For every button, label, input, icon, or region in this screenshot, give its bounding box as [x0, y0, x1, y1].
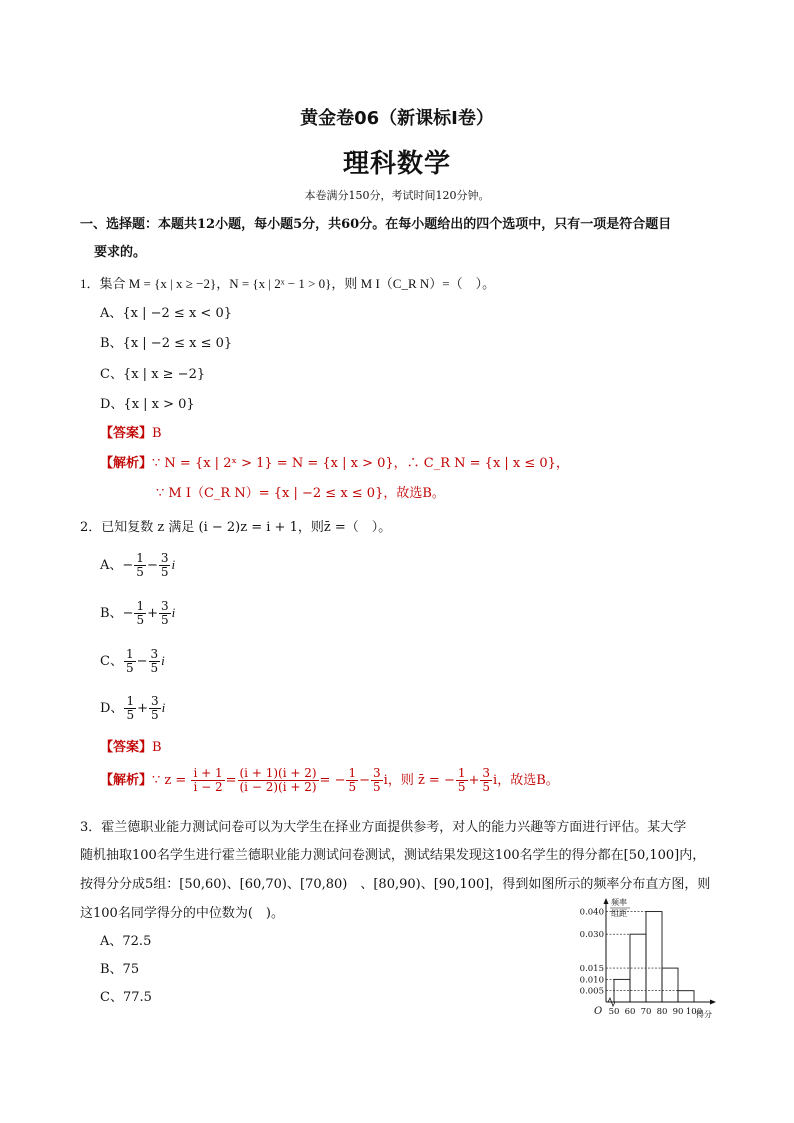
- origin-label: O: [594, 1006, 603, 1017]
- x-tick-label: 60: [624, 1007, 636, 1017]
- q2-stem: [80, 519, 391, 537]
- q3-option-c: C、77.5: [100, 990, 152, 1005]
- fraction: [134, 552, 146, 579]
- answer-tag: 【答案】: [100, 740, 153, 755]
- q2-option-d: [100, 695, 165, 722]
- imag-unit: i: [171, 557, 176, 572]
- x-axis-arrow: [710, 1000, 716, 1005]
- paper-title: 黄金卷06（新课标Ⅰ卷）: [300, 108, 494, 129]
- frac-num: 3: [161, 599, 169, 613]
- q1-option-a: A、{x | −2 ≤ x < 0}: [100, 306, 232, 321]
- analysis-sign: +: [468, 773, 480, 788]
- q3-stem-line1: 3．霍兰德职业能力测试问卷可以为大学生在择业方面提供参考，对人的能力兴趣等方面进行评估。某大学: [80, 820, 687, 835]
- fraction: [149, 695, 161, 722]
- q1-stem: 1．集合 M = {x | x ≥ −2}，N = {x | 2ˣ − 1 > 0}，则 M I（C_R N）=（ ）。: [80, 276, 496, 291]
- x-axis-title: 得分: [696, 1010, 712, 1019]
- frac-num: 3: [150, 694, 159, 708]
- q1-analysis: [100, 455, 569, 473]
- q1-option-b: B、{x | −2 ≤ x ≤ 0}: [100, 336, 233, 351]
- frac-den: 5: [373, 780, 381, 794]
- x-tick-label: 100: [685, 1007, 703, 1017]
- option-label: C、: [100, 654, 123, 669]
- imag-unit: i: [161, 653, 165, 668]
- frac-den: 5: [136, 613, 145, 627]
- analysis-eq: =: [225, 773, 237, 788]
- x-tick-label: 50: [608, 1007, 620, 1017]
- option-label: A、: [100, 558, 123, 573]
- q1-analysis-cont: ∵ M I（C_R N）= {x | −2 ≤ x ≤ 0}，故选B。: [156, 486, 445, 501]
- option-label: D、: [100, 701, 124, 716]
- option-sign: −: [122, 558, 134, 573]
- analysis-tag: 【解析】: [100, 456, 153, 471]
- x-tick-label: 80: [656, 1007, 668, 1017]
- y-tick-label: 0.005: [579, 986, 604, 997]
- analysis-sign: −: [359, 773, 371, 788]
- histogram-bar: [662, 968, 678, 1002]
- frac-den: 5: [150, 708, 159, 722]
- x-tick-label: 90: [672, 1007, 684, 1017]
- fraction: [346, 767, 358, 794]
- fraction: [371, 767, 383, 794]
- frac-num: 1: [457, 766, 466, 780]
- analysis-mid: i，则 z̄ = −: [383, 773, 455, 788]
- paper-note: 本卷满分150分，考试时间120分钟。: [304, 189, 490, 202]
- frac-den: 5: [150, 661, 159, 675]
- q2-stem-text: 2．已知复数 z 满足 (i − 2)z = i + 1，则: [80, 520, 324, 535]
- frac-den: 5: [161, 613, 169, 627]
- q1-option-c: C、{x | x ≥ −2}: [100, 367, 206, 382]
- q3-option-a: A、72.5: [100, 934, 152, 949]
- frac-den: 5: [482, 780, 491, 794]
- frac-num: (i + 1)(i + 2): [239, 766, 317, 780]
- q2-stem-target: z̄ =（ ）。: [323, 520, 392, 535]
- q3-option-b: B、75: [100, 962, 140, 977]
- fraction: [124, 648, 136, 675]
- analysis-end: i，故选B。: [493, 773, 559, 788]
- analysis-tag: 【解析】: [100, 773, 153, 788]
- section-heading: 一、选择题：本题共12小题，每小题5分，共60分。在每小题给出的四个选项中，只有一项是符合题目: [80, 217, 672, 232]
- frac-den: i − 2: [193, 780, 223, 794]
- q3-stem-line3: 按得分分成5组：[50,60)、[60,70)、[70,80) 、[80,90)、[90,100]，得到如图所示的频率分布直方图，则: [80, 877, 711, 892]
- answer-tag: 【答案】: [100, 426, 153, 441]
- y-tick-label: 0.040: [579, 907, 604, 918]
- q1-option-d: D、{x | x > 0}: [100, 397, 195, 412]
- fraction: [134, 600, 146, 627]
- frac-num: 1: [348, 766, 357, 780]
- q3-stem-line2: 随机抽取100名学生进行霍兰德职业能力测试问卷测试，测试结果发现这100名学生的得分都在[50,100]内，: [80, 848, 706, 863]
- option-sign: +: [137, 701, 148, 716]
- fraction: [480, 767, 492, 794]
- option-sign: −: [136, 654, 148, 669]
- q2-analysis: [100, 767, 559, 794]
- fraction: [238, 767, 319, 794]
- answer-value: B: [152, 740, 162, 755]
- frac-num: 3: [482, 766, 491, 780]
- y-tick-label: 0.030: [579, 930, 604, 941]
- frac-num: 1: [125, 647, 134, 661]
- imag-unit: i: [161, 700, 166, 715]
- frac-den: (i − 2)(i + 2): [239, 780, 317, 794]
- frac-num: 1: [126, 694, 135, 708]
- paper-subject: 理科数学: [342, 149, 451, 179]
- q1-answer: [100, 425, 162, 443]
- q2-answer: [100, 739, 162, 757]
- frac-den: 5: [126, 708, 135, 722]
- q3-stem-line4: 这100名同学得分的中位数为( )。: [80, 906, 284, 921]
- section-heading-cont: 要求的。: [94, 245, 147, 260]
- option-sign: −: [122, 606, 134, 621]
- q2-option-b: [100, 600, 175, 627]
- frac-den: 5: [457, 780, 466, 794]
- x-tick-label: 70: [640, 1007, 652, 1017]
- frac-den: 5: [136, 565, 144, 579]
- fraction: [159, 600, 171, 627]
- frac-num: 3: [150, 647, 159, 661]
- y-tick-label: 0.015: [579, 964, 604, 975]
- y-axis-arrow: [604, 898, 609, 904]
- q2-option-a: [100, 552, 175, 579]
- frac-num: 1: [136, 599, 145, 613]
- imag-unit: i: [171, 605, 176, 620]
- option-sign: −: [146, 558, 158, 573]
- frac-num: 1: [136, 551, 144, 565]
- frac-den: 5: [348, 780, 357, 794]
- frac-num: 3: [160, 551, 169, 565]
- histogram-bar: [646, 912, 662, 1002]
- option-label: B、: [100, 606, 123, 621]
- analysis-text: ∵ N = {x | 2ˣ > 1} = N = {x | x > 0}，∴ C_R N = {x | x ≤ 0}，: [152, 456, 569, 471]
- y-axis-title-bottom: 组距: [611, 909, 627, 918]
- frequency-histogram: [579, 896, 724, 1022]
- answer-value: B: [152, 426, 162, 441]
- y-tick-label: 0.010: [579, 975, 604, 986]
- y-axis-title-top: 频率: [611, 898, 627, 907]
- fraction: [159, 552, 171, 579]
- frac-den: 5: [125, 661, 134, 675]
- fraction: [191, 767, 224, 794]
- analysis-eq: = −: [319, 773, 346, 788]
- frac-num: 3: [373, 766, 381, 780]
- frac-den: 5: [160, 565, 169, 579]
- option-sign: +: [147, 606, 159, 621]
- histogram-bar: [678, 991, 694, 1002]
- q2-option-c: [100, 648, 165, 675]
- analysis-lead: ∵ z =: [152, 773, 187, 788]
- frac-num: i + 1: [193, 766, 223, 780]
- fraction: [124, 695, 136, 722]
- fraction: [149, 648, 161, 675]
- fraction: [456, 767, 468, 794]
